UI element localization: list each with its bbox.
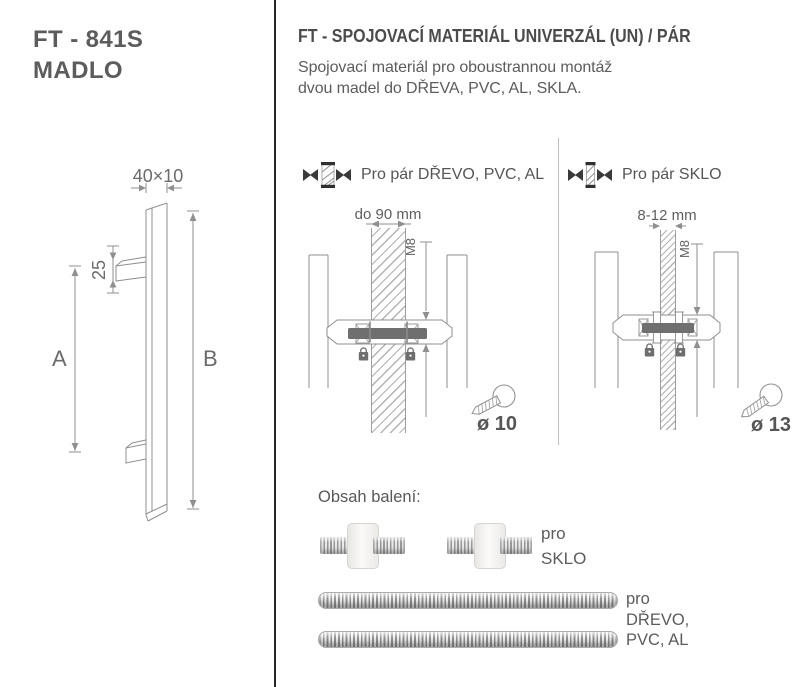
wood-drill-label: ø 10	[477, 413, 518, 435]
length-b-label: B	[203, 346, 218, 371]
pair-mount-wood-icon	[303, 161, 351, 189]
panel-divider	[274, 0, 276, 687]
connecting-rod	[348, 328, 427, 339]
threaded-rod-wood	[318, 592, 618, 609]
post-dim-label: 25	[89, 259, 109, 281]
padlock-icon	[676, 344, 685, 357]
description-line-2: dvou madel do DŘEVA, PVC, AL, SKLA.	[298, 79, 582, 97]
threaded-rod-wood	[318, 631, 618, 648]
page-title: FT - SPOJOVACÍ MATERIÁL UNIVERZÁL (UN) / PÁR	[298, 25, 691, 46]
mount-type-glass-row	[568, 161, 722, 189]
threaded-stud-glass	[320, 523, 405, 567]
product-name: MADLO	[33, 57, 123, 84]
threaded-stud-glass	[447, 523, 532, 567]
package-wood-label: pro DŘEVO, PVC, AL	[626, 590, 690, 649]
stud-thread	[500, 537, 532, 554]
mount-type-wood-row	[303, 161, 544, 189]
wood-mount-diagram	[295, 200, 555, 446]
description-line-1: Spojovací materiál pro oboustrannou montáž	[298, 59, 613, 76]
padlock-icon	[645, 344, 654, 357]
glass-thickness-label: 8-12 mm	[637, 207, 697, 224]
profile-dim-label: 40×10	[132, 166, 184, 186]
glass-thread-label: M8	[677, 239, 692, 259]
package-glass-label: pro SKLO	[541, 524, 587, 568]
connecting-rod	[642, 323, 694, 333]
padlock-icon	[406, 348, 415, 361]
package-title: Obsah balení:	[318, 488, 421, 506]
handle-technical-drawing	[0, 0, 276, 687]
wood-thread-label: M8	[403, 237, 418, 257]
wood-thickness-label: do 90 mm	[354, 206, 422, 223]
glass-mount-diagram	[560, 200, 800, 446]
pair-mount-glass-icon	[568, 161, 612, 189]
product-code: FT - 841S	[33, 26, 144, 53]
product-description	[298, 58, 612, 99]
length-a-label: A	[52, 346, 67, 371]
mount-wood-label: Pro pár DŘEVO, PVC, AL	[361, 166, 545, 183]
stud-thread	[373, 537, 405, 554]
mount-glass-label: Pro pár SKLO	[622, 166, 722, 183]
diagram-separator	[558, 138, 559, 445]
glass-drill-label: ø 13	[751, 414, 792, 436]
padlock-icon	[359, 348, 368, 361]
